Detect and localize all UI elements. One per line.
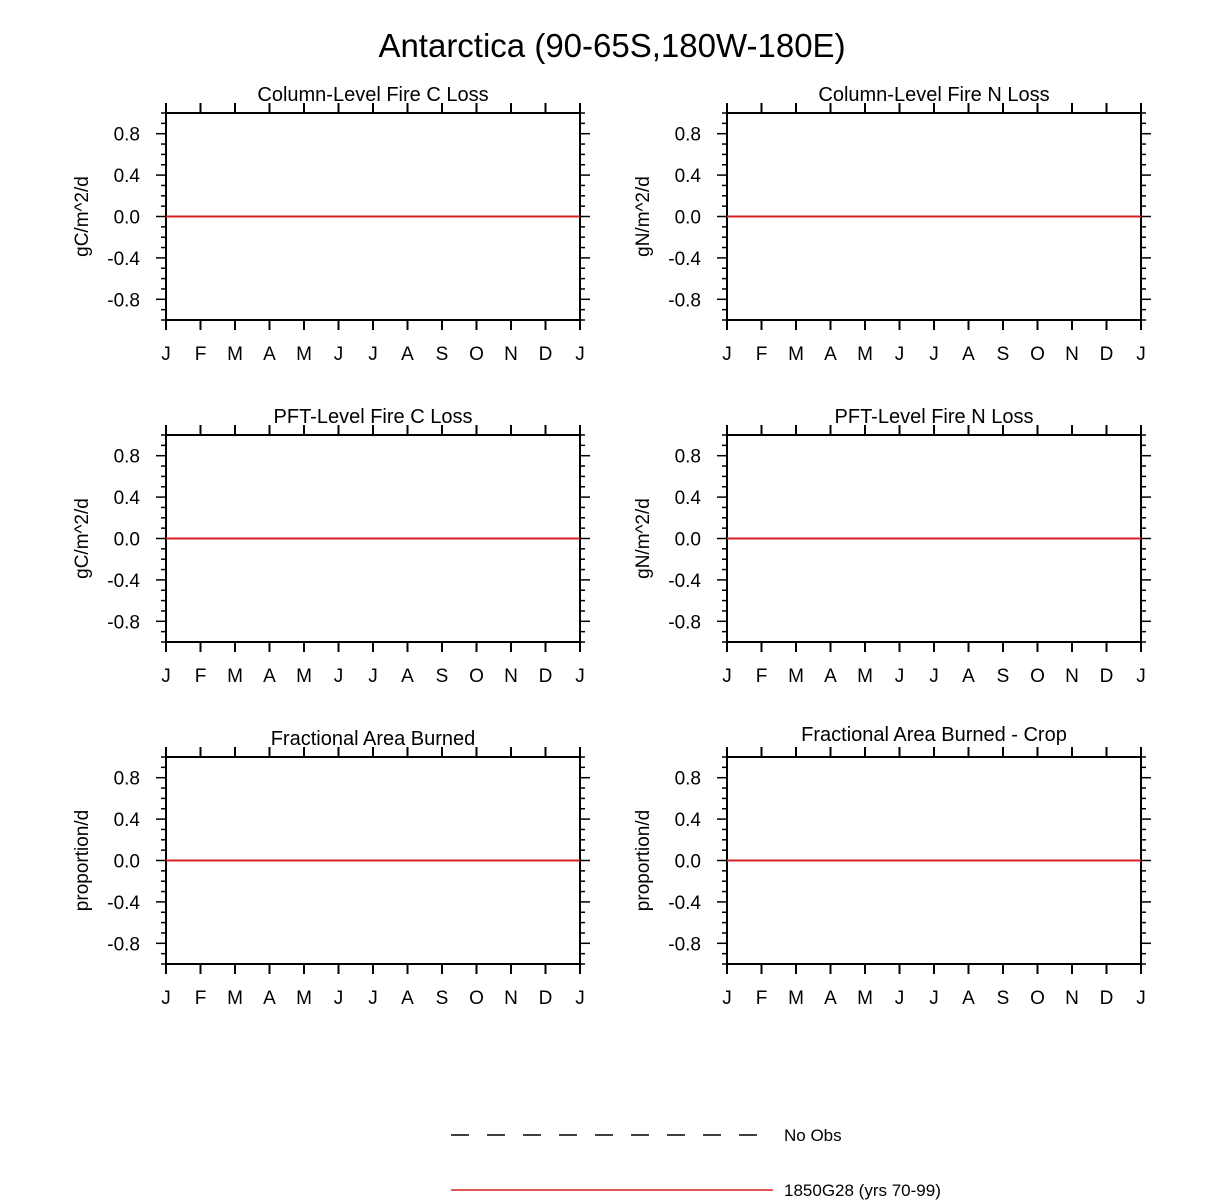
y-tick-label: 0.0 bbox=[674, 851, 701, 873]
x-tick-label: M bbox=[296, 666, 312, 687]
y-tick-label: -0.8 bbox=[107, 290, 140, 312]
x-tick-label: M bbox=[227, 344, 243, 365]
x-tick-label: A bbox=[962, 988, 975, 1009]
y-axis-label: gN/m^2/d bbox=[633, 498, 654, 579]
x-tick-label: J bbox=[894, 666, 905, 687]
x-tick-label: M bbox=[788, 988, 804, 1009]
x-tick-label: N bbox=[504, 666, 518, 687]
x-tick-label: J bbox=[575, 988, 585, 1009]
panel-2 bbox=[633, 84, 1151, 365]
y-tick-label: 0.4 bbox=[674, 810, 701, 832]
x-tick-label: A bbox=[401, 988, 414, 1009]
x-tick-label: S bbox=[996, 988, 1010, 1009]
panel-5 bbox=[72, 728, 590, 1009]
y-tick-label: -0.4 bbox=[107, 570, 140, 592]
x-tick-label: A bbox=[962, 344, 975, 365]
panel-title: Column-Level Fire C Loss bbox=[257, 84, 489, 106]
x-tick-label: N bbox=[1065, 666, 1079, 687]
x-tick-label: M bbox=[296, 988, 312, 1009]
x-tick-label: A bbox=[263, 988, 276, 1009]
y-tick-label: 0.4 bbox=[113, 488, 140, 510]
x-tick-label: J bbox=[368, 344, 378, 365]
y-tick-label: -0.4 bbox=[107, 892, 140, 914]
x-tick-label: J bbox=[1136, 988, 1146, 1009]
x-tick-label: M bbox=[857, 666, 873, 687]
x-tick-label: M bbox=[227, 988, 243, 1009]
y-tick-label: 0.8 bbox=[113, 768, 140, 790]
x-tick-label: D bbox=[538, 344, 553, 365]
y-tick-label: 0.4 bbox=[113, 166, 140, 188]
x-tick-label: A bbox=[824, 344, 837, 365]
legend-item bbox=[451, 1126, 842, 1145]
panel-title: Fractional Area Burned - Crop bbox=[801, 724, 1067, 746]
x-tick-label: J bbox=[575, 344, 585, 365]
x-tick-label: A bbox=[962, 666, 975, 687]
legend bbox=[451, 1126, 941, 1200]
x-tick-label: D bbox=[1099, 988, 1114, 1009]
x-tick-label: J bbox=[333, 666, 344, 687]
y-tick-label: -0.8 bbox=[668, 612, 701, 634]
y-tick-label: -0.8 bbox=[107, 934, 140, 956]
x-tick-label: N bbox=[504, 344, 518, 365]
figure-title: Antarctica (90-65S,180W-180E) bbox=[378, 27, 846, 64]
x-tick-label: J bbox=[333, 988, 344, 1009]
panel-4 bbox=[633, 406, 1151, 687]
x-tick-label: A bbox=[824, 988, 837, 1009]
x-tick-label: N bbox=[1065, 988, 1079, 1009]
x-tick-label: F bbox=[194, 666, 207, 687]
y-tick-label: 0.0 bbox=[674, 529, 701, 551]
y-axis-label: proportion/d bbox=[72, 809, 93, 912]
x-tick-label: J bbox=[161, 666, 171, 687]
x-tick-label: O bbox=[1030, 988, 1045, 1009]
panel-title: Fractional Area Burned bbox=[270, 728, 476, 750]
x-tick-label: O bbox=[469, 988, 484, 1009]
x-tick-label: M bbox=[296, 344, 312, 365]
x-tick-label: A bbox=[263, 666, 276, 687]
y-tick-label: -0.4 bbox=[668, 248, 701, 270]
y-tick-label: 0.8 bbox=[113, 446, 140, 468]
x-tick-label: D bbox=[538, 988, 553, 1009]
x-tick-label: M bbox=[857, 988, 873, 1009]
x-tick-label: O bbox=[469, 666, 484, 687]
y-tick-label: 0.8 bbox=[674, 124, 701, 146]
y-tick-label: 0.0 bbox=[113, 851, 140, 873]
y-axis-label: gN/m^2/d bbox=[633, 176, 654, 257]
x-tick-label: J bbox=[722, 988, 732, 1009]
x-tick-label: J bbox=[894, 344, 905, 365]
x-tick-label: F bbox=[194, 988, 207, 1009]
x-tick-label: O bbox=[1030, 344, 1045, 365]
y-tick-label: 0.8 bbox=[674, 446, 701, 468]
x-tick-label: J bbox=[161, 344, 171, 365]
y-tick-label: -0.8 bbox=[668, 934, 701, 956]
x-tick-label: F bbox=[755, 988, 768, 1009]
x-tick-label: J bbox=[333, 344, 344, 365]
x-tick-label: A bbox=[263, 344, 276, 365]
x-tick-label: J bbox=[722, 344, 732, 365]
panel-1 bbox=[72, 84, 590, 365]
y-tick-label: 0.0 bbox=[674, 207, 701, 229]
x-tick-label: O bbox=[469, 344, 484, 365]
x-tick-label: D bbox=[1099, 344, 1114, 365]
x-tick-label: M bbox=[788, 344, 804, 365]
x-tick-label: J bbox=[1136, 666, 1146, 687]
x-tick-label: D bbox=[538, 666, 553, 687]
panel-title: PFT-Level Fire N Loss bbox=[834, 406, 1034, 428]
y-tick-label: -0.8 bbox=[107, 612, 140, 634]
legend-label: 1850G28 (yrs 70-99) bbox=[784, 1181, 941, 1200]
x-tick-label: S bbox=[996, 666, 1010, 687]
x-tick-label: A bbox=[824, 666, 837, 687]
x-tick-label: J bbox=[368, 988, 378, 1009]
x-tick-label: J bbox=[722, 666, 732, 687]
x-tick-label: S bbox=[435, 344, 449, 365]
y-tick-label: 0.0 bbox=[113, 207, 140, 229]
x-tick-label: N bbox=[1065, 344, 1079, 365]
x-tick-label: J bbox=[894, 988, 905, 1009]
y-tick-label: -0.8 bbox=[668, 290, 701, 312]
y-axis-label: proportion/d bbox=[633, 809, 654, 912]
x-tick-label: M bbox=[227, 666, 243, 687]
x-tick-label: O bbox=[1030, 666, 1045, 687]
x-tick-label: N bbox=[504, 988, 518, 1009]
y-tick-label: 0.8 bbox=[674, 768, 701, 790]
x-tick-label: S bbox=[996, 344, 1010, 365]
panels-group bbox=[72, 84, 1151, 1009]
legend-label: No Obs bbox=[784, 1126, 842, 1145]
legend-item bbox=[451, 1181, 941, 1200]
x-tick-label: S bbox=[435, 666, 449, 687]
x-tick-label: J bbox=[368, 666, 378, 687]
x-tick-label: A bbox=[401, 344, 414, 365]
x-tick-label: J bbox=[161, 988, 171, 1009]
y-tick-label: 0.8 bbox=[113, 124, 140, 146]
x-tick-label: J bbox=[575, 666, 585, 687]
y-axis-label: gC/m^2/d bbox=[72, 498, 93, 579]
x-tick-label: F bbox=[755, 344, 768, 365]
x-tick-label: S bbox=[435, 988, 449, 1009]
y-axis-label: gC/m^2/d bbox=[72, 176, 93, 257]
x-tick-label: F bbox=[194, 344, 207, 365]
panel-title: PFT-Level Fire C Loss bbox=[273, 406, 473, 428]
x-tick-label: J bbox=[929, 988, 939, 1009]
x-tick-label: D bbox=[1099, 666, 1114, 687]
x-tick-label: M bbox=[788, 666, 804, 687]
y-tick-label: 0.4 bbox=[113, 810, 140, 832]
y-tick-label: 0.4 bbox=[674, 488, 701, 510]
panel-6 bbox=[633, 724, 1151, 1009]
x-tick-label: A bbox=[401, 666, 414, 687]
x-tick-label: M bbox=[857, 344, 873, 365]
y-tick-label: -0.4 bbox=[107, 248, 140, 270]
y-tick-label: -0.4 bbox=[668, 892, 701, 914]
x-tick-label: J bbox=[929, 666, 939, 687]
panel-title: Column-Level Fire N Loss bbox=[818, 84, 1050, 106]
y-tick-label: 0.4 bbox=[674, 166, 701, 188]
y-tick-label: -0.4 bbox=[668, 570, 701, 592]
y-tick-label: 0.0 bbox=[113, 529, 140, 551]
x-tick-label: J bbox=[1136, 344, 1146, 365]
panel-3 bbox=[72, 406, 590, 687]
x-tick-label: F bbox=[755, 666, 768, 687]
x-tick-label: J bbox=[929, 344, 939, 365]
